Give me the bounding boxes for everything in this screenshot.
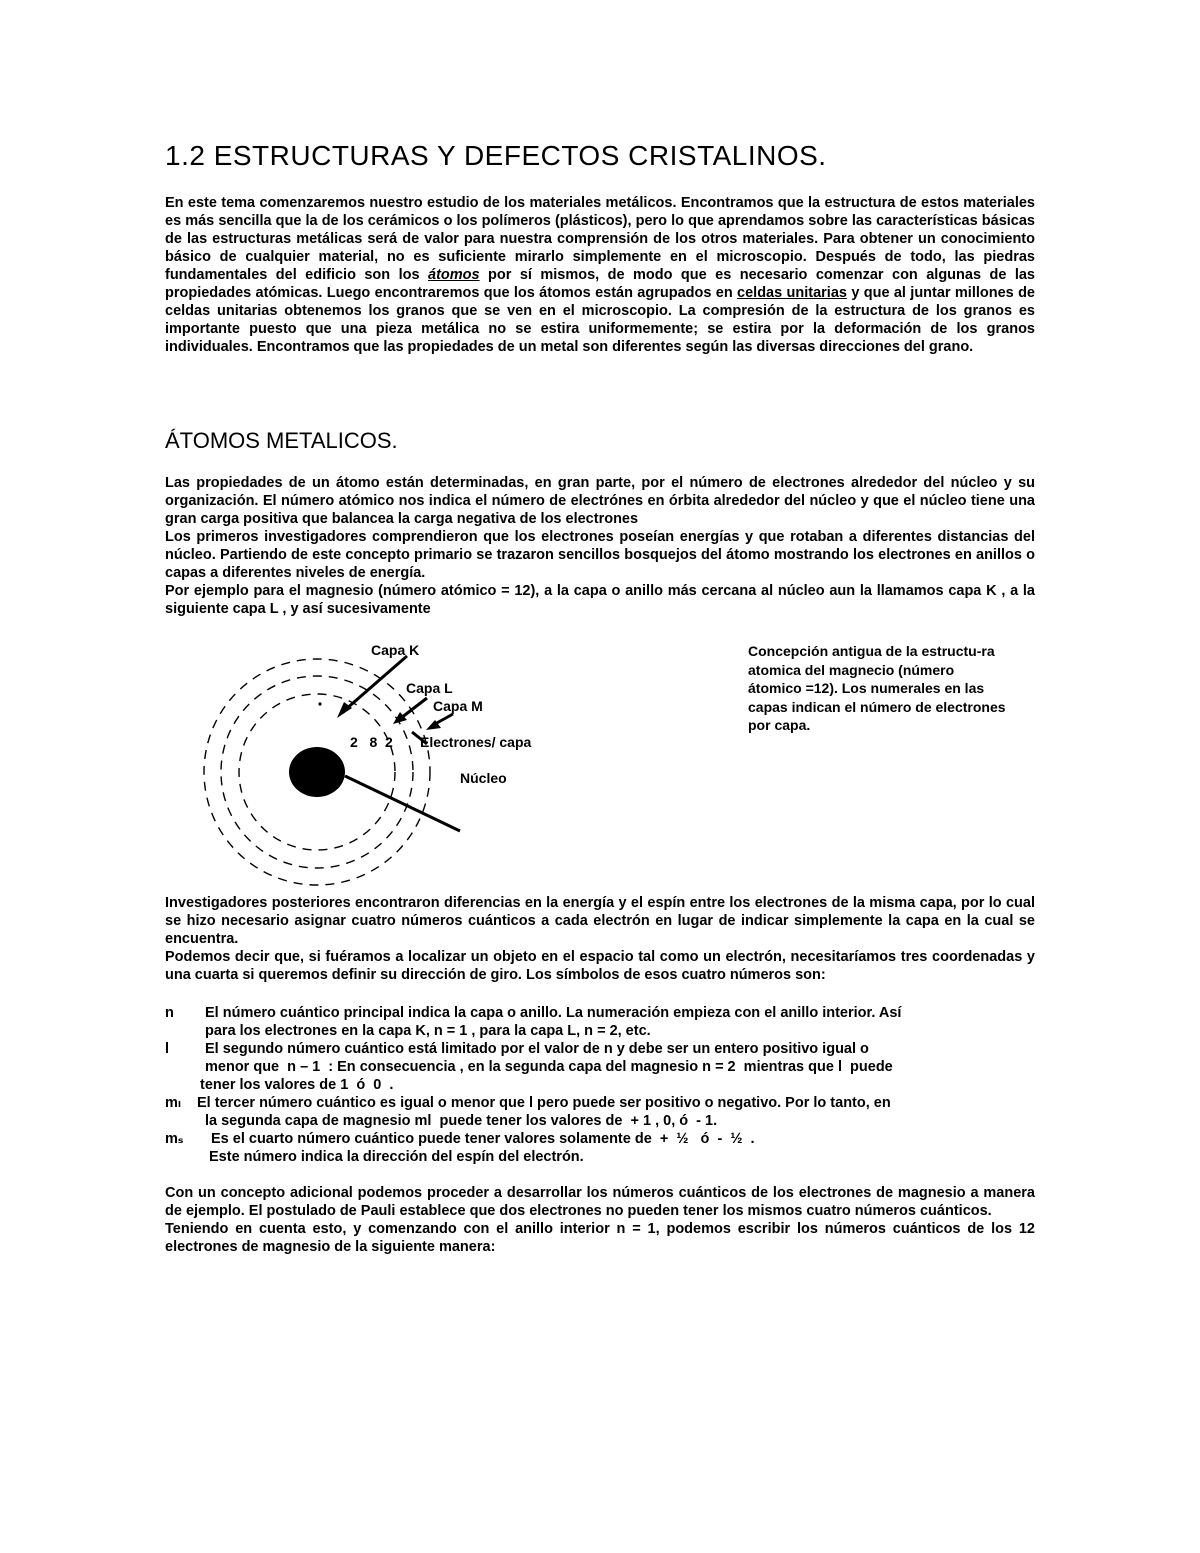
symbol-n: n <box>165 1005 174 1021</box>
quantum-item-l: l El segundo número cuántico está limitado por el valor de n y debe ser un entero positivo igual o <box>165 1041 869 1057</box>
atoms-paragraph-3: Por ejemplo para el magnesio (número atómico = 12), a la capa o anillo más cercana al núcleo aun la llamamos capa K , a la siguiente capa L , y así sucesivamente <box>165 583 1035 617</box>
figure-caption: Concepción antigua de la estructu-ra atomica del magnecio (número átomico =12). Los numerales en las capas indican el número de electrones por capa. <box>748 643 1006 733</box>
quantum-intro-paragraphs <box>165 894 1035 984</box>
arrow-m-line <box>435 714 453 724</box>
atom-diagram-svg <box>195 638 535 888</box>
arrow-k-line <box>345 656 407 710</box>
intro-text-b: por sí mismos, de modo que es necesario comenzar con algunas de las propiedades atómicas. Luego encontraremos que los átomos están agrupados en <box>165 267 1035 301</box>
label-capa-k: Capa K <box>371 642 420 658</box>
symbol-ml: mₗ <box>165 1095 182 1111</box>
atoms-paragraph-2: Los primeros investigadores comprendieron que los electrones poseían energías y que rotaban a diferentes distancias del núcleo. Partiendo de este concepto primario se trazaron sencillos bosquejos del átomo mostrando los electrones en anillos o capas a diferentes niveles de energía. <box>165 529 1035 581</box>
electron-dot <box>318 702 321 705</box>
label-shell-numbers: 2 8 2 <box>350 734 393 750</box>
atomos-term: átomos <box>428 267 480 283</box>
celdas-term: celdas unitarias <box>737 285 847 301</box>
label-electrones-capa: Electrones/ capa <box>420 734 532 750</box>
quantum-item-ml: mₗ El tercer número cuántico es igual o menor que l pero puede ser positivo o negativo. Por lo tanto, en <box>165 1095 891 1111</box>
pauli-paragraphs <box>165 1184 1035 1256</box>
quantum-item-ms: mₛ Es el cuarto número cuántico puede tener valores solamente de + ½ ó - ½ . <box>165 1131 755 1147</box>
pointer-nucleus-line <box>345 776 460 831</box>
symbol-ms: mₛ <box>165 1131 184 1147</box>
intro-paragraph <box>165 194 1035 356</box>
label-capa-l: Capa L <box>406 680 453 696</box>
quantum-paragraph-1: Investigadores posteriores encontraron diferencias en la energía y el espín entre los electrones de la misma capa, por lo cual se hizo necesario asignar cuatro números cuánticos a cada electrón en lugar de indicar simplemente la capa en la cual se encuentra. <box>165 895 1035 947</box>
atoms-paragraph-1: Las propiedades de un átomo están determinadas, en gran parte, por el número de electrones alrededor del núcleo y su organización. El número atómico nos indica el número de electrónes en órbita alrededor del núcleo y que el núcleo tiene una gran carga positiva que balancea la carga negativa de los electrones <box>165 475 1035 527</box>
quantum-item-n: n El número cuántico principal indica la capa o anillo. La numeración empieza con el anillo interior. Así <box>165 1005 902 1021</box>
pauli-paragraph-2: Teniendo en cuenta esto, y comenzando con el anillo interior n = 1, podemos escribir los números cuánticos de los 12 electrones de magnesio de la siguiente manera: <box>165 1221 1035 1255</box>
atoms-paragraphs <box>165 474 1035 618</box>
page-title: 1.2 ESTRUCTURAS Y DEFECTOS CRISTALINOS. <box>165 140 827 171</box>
section-title: ÁTOMOS METALICOS. <box>165 428 398 453</box>
symbol-l: l <box>165 1041 170 1057</box>
intro-text-a: En este tema comenzaremos nuestro estudio de los materiales metálicos. Encontramos que la estructura de estos materiales es más sencilla que la de los cerámicos o los polímeros (plásticos), pero lo que aprendamos sobre las características básicas de las estructuras metálicas será de valor para nuestra comprensión de los otros materiales. Para obtener un conocimiento básico de cualquier material, no es suficiente mirarlo simplemente en el microscopio. Después de todo, las piedras fundamentales del edificio son los <box>165 195 1035 283</box>
pauli-paragraph-1: Con un concepto adicional podemos proceder a desarrollar los números cuánticos de los electrones de magnesio a manera de ejemplo. El postulado de Pauli establece que dos electrones no pueden tener los mismos cuatro números cuánticos. <box>165 1185 1035 1219</box>
quantum-number-list: n El número cuántico principal indica la capa o anillo. La numeración empieza con el anillo interior. Así para los electrones en la capa K, n = 1 , para la capa L, n = 2, etc. l El segundo número cuántico está limitado por el valor de n y debe ser un entero positivo igual o menor que n – 1 : En consecuencia , en la segunda capa del magnesio n = 2 mientras que l puede tener los valores de 1 ó 0 . mₗ El tercer número cuántico es igual o menor que l pero puede ser positivo o negativo. Por lo tanto, en la segunda capa de magnesio ml puede tener los valores de + 1 , 0, ó - 1. mₛ Es el cuarto número cuántico puede tener valores solamente de + ½ ó - ½ . Este número indica la dirección del espín del electrón. <box>165 1004 1035 1166</box>
intro-text-c: y que al juntar millones de celdas unitarias obtenemos los granos que se ven en el microscopio. La compresión de la estructura de los granos es importante puesto que una pieza metálica no se estira uniformemente; se estira por la deformación de los granos individuales. Encontramos que las propiedades de un metal son diferentes según las diversas direcciones del grano. <box>165 285 1035 355</box>
label-nucleo: Núcleo <box>460 770 507 786</box>
label-capa-m: Capa M <box>433 698 483 714</box>
nucleus-shape <box>289 747 345 797</box>
quantum-paragraph-2: Podemos decir que, si fuéramos a localizar un objeto en el espacio tal como un electrón, necesitaríamos tres coordenadas y una cuarta si queremos definir su dirección de giro. Los símbolos de esos cuatro números son: <box>165 949 1035 983</box>
atom-diagram <box>195 638 535 888</box>
